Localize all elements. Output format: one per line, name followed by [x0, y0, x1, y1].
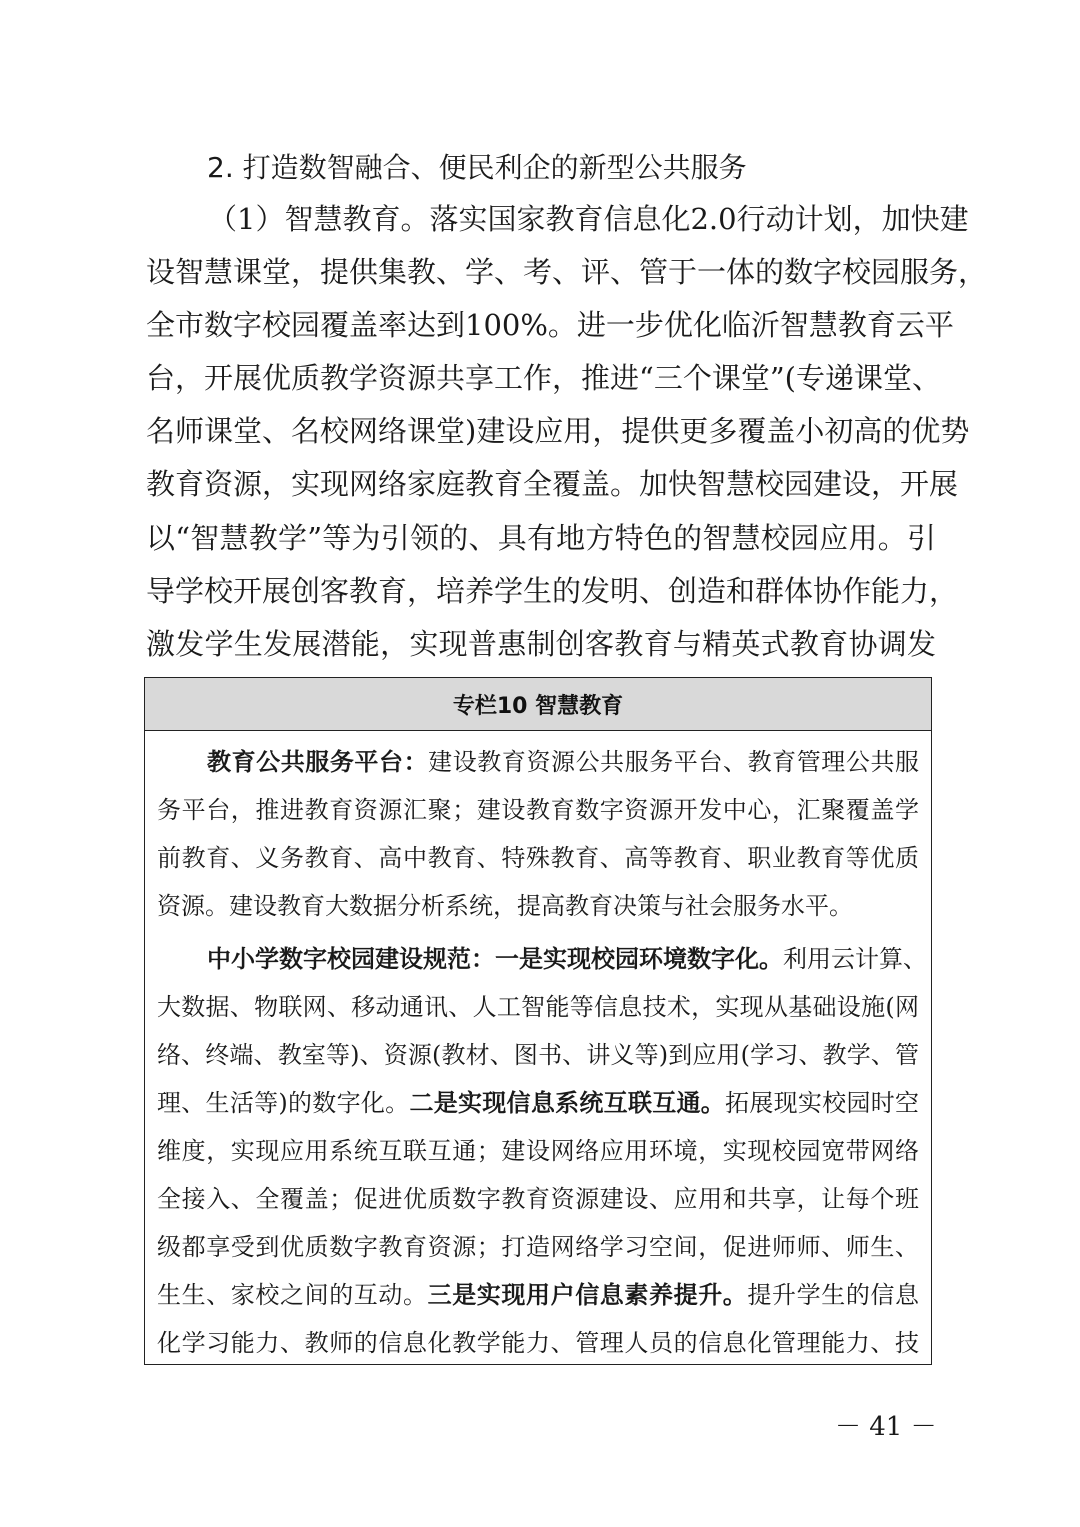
platform-line: 务平台，推进教育资源汇聚；建设教育数字资源开发中心，汇聚覆盖学: [157, 796, 919, 824]
column-box: [144, 677, 932, 1365]
campus-line: 大数据、物联网、移动通讯、人工智能等信息技术，实现从基础设施(网: [157, 993, 919, 1021]
platform-line: 资源。建设教育大数据分析系统，提高教育决策与社会服务水平。: [157, 892, 853, 920]
campus-line: [157, 935, 927, 983]
campus-line-text: 提升学生的信息: [747, 1281, 920, 1309]
paragraph-line: 台，开展优质教学资源共享工作，推进“三个课堂”(专递课堂、: [146, 361, 941, 396]
campus-line: 全接入、全覆盖；促进优质数字教育资源建设、应用和共享，让每个班: [157, 1185, 919, 1213]
paragraph-line: 激发学生发展潜能，实现普惠制创客教育与精英式教育协调发: [146, 626, 936, 661]
campus-line-text: 拓展现实校园时空: [725, 1089, 920, 1117]
paragraph-line: 以“智慧教学”等为引领的、具有地方特色的智慧校园应用。引: [146, 520, 936, 555]
campus-line: [157, 1271, 919, 1319]
campus-line: 级都享受到优质数字教育资源；打造网络学习空间，促进师师、师生、: [157, 1233, 919, 1261]
campus-lead: 中小学数字校园建设规范：: [207, 944, 495, 973]
paragraph-line: 教育资源，实现网络家庭教育全覆盖。加快智慧校园建设，开展: [146, 467, 959, 502]
campus-line-text: 利用云计算、: [783, 945, 927, 973]
paragraph-line: 全市数字校园覆盖率达到100%。进一步优化临沂智慧教育云平: [146, 308, 954, 343]
column-box-title: 专栏10 智慧教育: [145, 678, 931, 731]
paragraph-line: 名师课堂、名校网络课堂)建设应用，提供更多覆盖小初高的优势: [146, 414, 970, 449]
campus-line-text: 理、生活等)的数字化。: [157, 1089, 410, 1117]
paragraph-line: 导学校开展创客教育，培养学生的发明、创造和群体协作能力，: [146, 573, 959, 608]
campus-point-2: 二是实现信息系统互联互通。: [409, 1088, 726, 1117]
campus-point-1: 一是实现校园环境数字化。: [495, 944, 783, 973]
platform-line-text: 建设教育资源公共服务平台、教育管理公共服: [428, 748, 920, 776]
column-box-body: [157, 738, 927, 1367]
campus-line: 维度，实现应用系统互联互通；建设网络应用环境，实现校园宽带网络: [157, 1137, 919, 1165]
campus-point-3: 三是实现用户信息素养提升。: [427, 1280, 748, 1309]
platform-lead: 教育公共服务平台：: [207, 747, 429, 776]
section-heading: 2. 打造数智融合、便民利企的新型公共服务: [207, 151, 747, 184]
campus-line: [157, 1079, 919, 1127]
paragraph-line: 设智慧课堂，提供集教、学、考、评、管于一体的数字校园服务，: [146, 255, 988, 290]
page-number: － 41 －: [835, 1412, 937, 1442]
campus-line: 化学习能力、教师的信息化教学能力、管理人员的信息化管理能力、技: [157, 1329, 919, 1357]
campus-line-text: 生生、家校之间的互动。: [157, 1281, 428, 1309]
platform-line: 前教育、义务教育、高中教育、特殊教育、高等教育、职业教育等优质: [157, 844, 919, 872]
paragraph-line: （1）智慧教育。落实国家教育信息化2.0行动计划，加快建: [208, 202, 969, 236]
platform-line: [157, 738, 919, 786]
campus-line: 络、终端、教室等)、资源(教材、图书、讲义等)到应用(学习、教学、管: [157, 1041, 919, 1069]
paragraph-smart-education: [146, 193, 988, 724]
